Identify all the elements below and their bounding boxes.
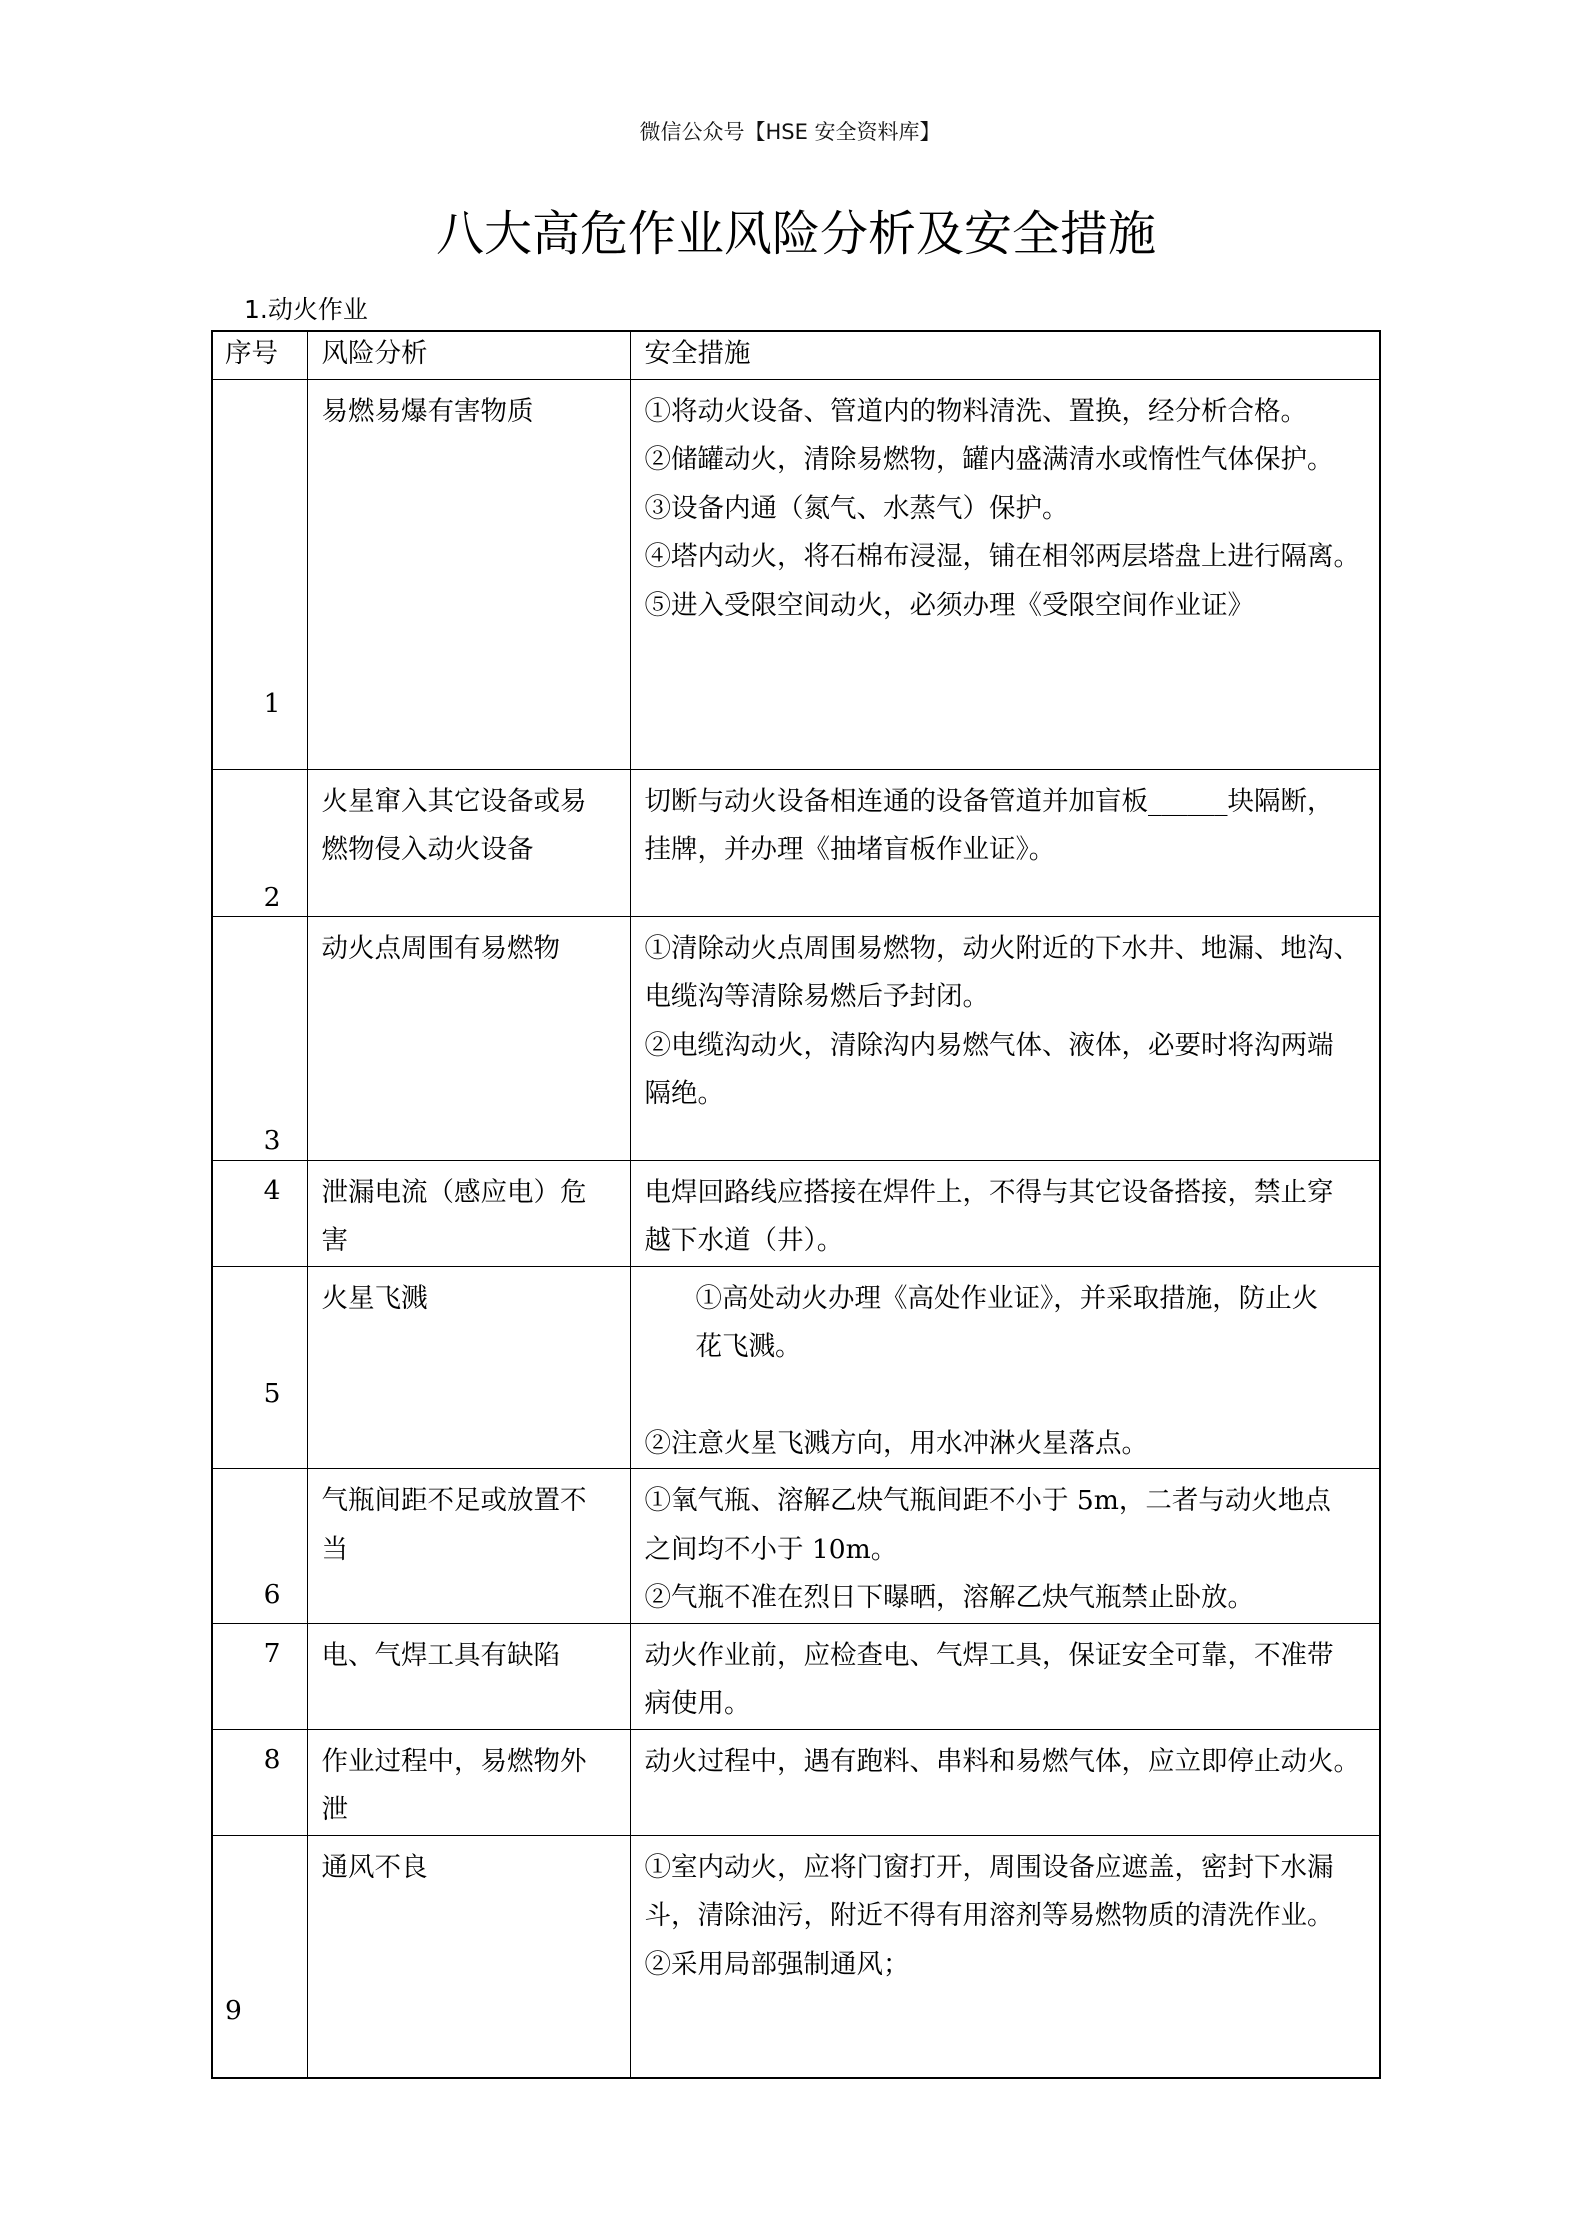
row-number: 9 bbox=[225, 1994, 242, 2026]
risk-analysis-cell bbox=[307, 1266, 630, 1469]
measure-text: 动火过程中，遇有跑料、串料和易燃气体，应立即停止动火。 bbox=[644, 1745, 1360, 1777]
row-number-cell bbox=[212, 1729, 307, 1835]
table-row bbox=[212, 1160, 1380, 1266]
row-number-cell bbox=[212, 1623, 307, 1729]
table-row bbox=[212, 769, 1380, 916]
row-number: 1 bbox=[263, 687, 281, 719]
measure-text: ③设备内通（氮气、水蒸气）保护。 bbox=[644, 492, 1069, 524]
risk-analysis-cell bbox=[307, 379, 630, 769]
document-title: 八大高危作业风险分析及安全措施 bbox=[435, 206, 1156, 262]
safety-measures-cell bbox=[630, 769, 1380, 916]
measure-text: 病使用。 bbox=[644, 1688, 751, 1719]
safety-measures-cell bbox=[630, 1160, 1380, 1266]
column-header-risk: 风险分析 bbox=[307, 331, 630, 379]
row-number-cell bbox=[212, 1160, 307, 1266]
risk-measures-table bbox=[211, 330, 1381, 2079]
safety-measures-cell bbox=[630, 1469, 1380, 1624]
table-row bbox=[212, 916, 1380, 1160]
measure-text: ①氧气瓶、溶解乙炔气瓶间距不小于 5m，二者与动火地点 bbox=[644, 1485, 1331, 1516]
table-body bbox=[212, 379, 1380, 2078]
measure-text: ②气瓶不准在烈日下曝晒，溶解乙炔气瓶禁止卧放。 bbox=[644, 1582, 1254, 1613]
risk-analysis-cell bbox=[307, 1469, 630, 1624]
row-number: 2 bbox=[263, 881, 281, 913]
risk-text: 通风不良 bbox=[321, 1851, 428, 1883]
table-row bbox=[212, 379, 1380, 769]
row-number: 6 bbox=[263, 1579, 281, 1610]
measure-text: 隔绝。 bbox=[644, 1078, 724, 1109]
row-number: 4 bbox=[263, 1174, 281, 1206]
safety-measures-cell bbox=[630, 379, 1380, 769]
table-row bbox=[212, 1469, 1380, 1624]
risk-text: 气瓶间距不足或放置不 bbox=[321, 1485, 587, 1516]
column-header-measures: 安全措施 bbox=[630, 331, 1380, 379]
measure-text: 电缆沟等清除易燃后予封闭。 bbox=[644, 981, 989, 1012]
safety-measures-cell bbox=[630, 1729, 1380, 1835]
risk-analysis-cell bbox=[307, 1729, 630, 1835]
risk-text: 作业过程中，易燃物外 bbox=[321, 1745, 587, 1777]
safety-measures-cell bbox=[630, 1266, 1380, 1469]
measure-text: ②采用局部强制通风； bbox=[644, 1948, 910, 1980]
row-number-cell bbox=[212, 916, 307, 1160]
row-number-cell bbox=[212, 1469, 307, 1624]
measure-text: 切断与动火设备相连通的设备管道并加盲板______块隔断， bbox=[644, 785, 1334, 817]
measure-text: ②电缆沟动火，清除沟内易燃气体、液体，必要时将沟两端 bbox=[644, 1029, 1334, 1061]
table-row bbox=[212, 1835, 1380, 2078]
safety-measures-cell bbox=[630, 1623, 1380, 1729]
measure-text: ①清除动火点周围易燃物，动火附近的下水井、地漏、地沟、 bbox=[644, 932, 1360, 964]
measure-text: 电焊回路线应搭接在焊件上，不得与其它设备搭接，禁止穿 bbox=[644, 1176, 1334, 1208]
risk-text: 火星窜入其它设备或易 bbox=[321, 785, 587, 817]
risk-analysis-cell bbox=[307, 1623, 630, 1729]
safety-measures-cell bbox=[630, 1835, 1380, 2078]
risk-analysis-cell bbox=[307, 1160, 630, 1266]
table-header-row bbox=[212, 331, 1380, 379]
risk-text: 燃物侵入动火设备 bbox=[321, 834, 534, 865]
measure-text: 斗，清除油污，附近不得有用溶剂等易燃物质的清洗作业。 bbox=[644, 1900, 1334, 1931]
risk-text: 易燃易爆有害物质 bbox=[321, 395, 534, 427]
risk-analysis-cell bbox=[307, 1835, 630, 2078]
risk-analysis-cell bbox=[307, 769, 630, 916]
measure-text: 花飞溅。 bbox=[695, 1331, 802, 1362]
row-number: 3 bbox=[263, 1124, 281, 1156]
section-title: 1.动火作业 bbox=[244, 295, 368, 324]
measure-text: ①室内动火，应将门窗打开，周围设备应遮盖，密封下水漏 bbox=[644, 1851, 1334, 1883]
risk-text: 当 bbox=[321, 1533, 348, 1565]
risk-analysis-cell bbox=[307, 916, 630, 1160]
table-row bbox=[212, 1623, 1380, 1729]
risk-text: 泄 bbox=[321, 1794, 348, 1825]
measure-text: 之间均不小于 10m。 bbox=[644, 1533, 898, 1565]
row-number: 5 bbox=[263, 1377, 281, 1409]
page-header: 微信公众号【HSE 安全资料库】 bbox=[639, 120, 941, 144]
measure-text: 动火作业前，应检查电、气焊工具，保证安全可靠，不准带 bbox=[644, 1639, 1334, 1671]
measure-text: ①将动火设备、管道内的物料清洗、置换，经分析合格。 bbox=[644, 395, 1307, 427]
measure-text: 越下水道（井）。 bbox=[644, 1225, 844, 1256]
row-number: 8 bbox=[263, 1743, 281, 1775]
row-number-cell bbox=[212, 1835, 307, 2078]
risk-text: 动火点周围有易燃物 bbox=[321, 932, 560, 964]
risk-text: 害 bbox=[321, 1225, 348, 1256]
risk-text: 火星飞溅 bbox=[321, 1282, 428, 1314]
measure-text: ②注意火星飞溅方向，用水冲淋火星落点。 bbox=[644, 1427, 1148, 1459]
table-row bbox=[212, 1266, 1380, 1469]
row-number-cell bbox=[212, 1266, 307, 1469]
column-header-number: 序号 bbox=[212, 331, 307, 379]
safety-measures-cell bbox=[630, 916, 1380, 1160]
measure-text: ①高处动火办理《高处作业证》，并采取措施，防止火 bbox=[695, 1282, 1319, 1314]
measure-text: ④塔内动火，将石棉布浸湿，铺在相邻两层塔盘上进行隔离。 bbox=[644, 541, 1360, 572]
measure-text: ⑤进入受限空间动火，必须办理《受限空间作业证》 bbox=[644, 589, 1254, 621]
risk-text: 电、气焊工具有缺陷 bbox=[321, 1639, 560, 1671]
measure-text: ②储罐动火，清除易燃物，罐内盛满清水或惰性气体保护。 bbox=[644, 444, 1334, 475]
row-number-cell bbox=[212, 379, 307, 769]
table-row bbox=[212, 1729, 1380, 1835]
row-number-cell bbox=[212, 769, 307, 916]
measure-text: 挂牌，并办理《抽堵盲板作业证》。 bbox=[644, 834, 1056, 865]
row-number: 7 bbox=[263, 1637, 281, 1669]
risk-text: 泄漏电流（感应电）危 bbox=[321, 1176, 587, 1208]
